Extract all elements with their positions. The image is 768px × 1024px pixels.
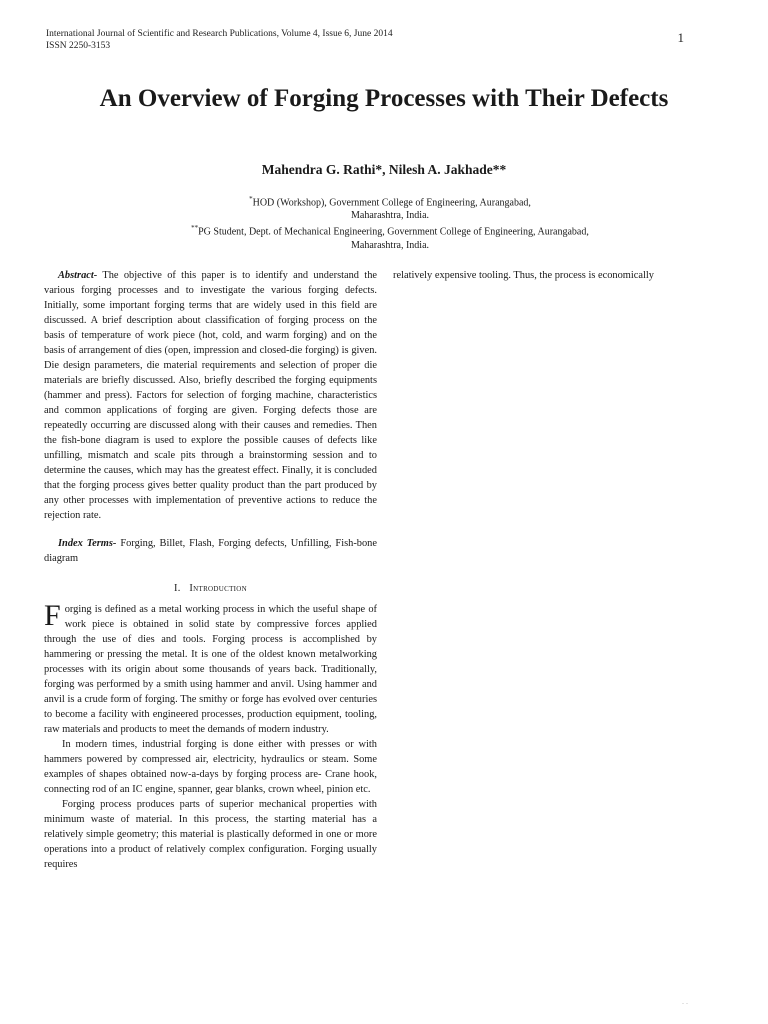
running-header [46, 28, 393, 52]
abstract-label: Abstract- [58, 270, 98, 281]
affiliation-mark: * [249, 195, 253, 203]
issn: ISSN 2250-3153 [46, 41, 111, 51]
left-column [44, 268, 377, 872]
intro-paragraph-1-text: orging is defined as a metal working process in which the useful shape of work piece is obtained in solid state by compressive forces applied through the use of dies and tools. Forging process is accomplished by hammering or pressing the metal. It is one of the oldest known metalworking processes with its origin about some thousands of years back. Traditionally, forging was performed by a smith using hammer and anvil. Using hammer and anvil is a crude form of forging. The smithy or forge has evolved over centuries to become a facility with engineered processes, production equipment, tooling, raw materials and products to meet the demands of modern industry. [44, 604, 377, 735]
affiliation-location: Maharashtra, India. [350, 239, 430, 251]
affiliation-text: HOD (Workshop), Government College of Engineering, Aurangabad, [252, 197, 531, 209]
journal-name: International Journal of Scientific and Research Publications, Volume 4, Issue 6, June 2014 [46, 29, 393, 39]
affiliation-2 [140, 222, 640, 251]
affiliation-mark: ** [191, 224, 199, 233]
intro-paragraph-1 [44, 599, 377, 737]
abstract-text: The objective of this paper is to identify and understand the various forging processes and to investigate the various forging defects. Initially, some important forging terms that are widely used in this field are discussed. A brief description about classification of forging process on the basis of temperature of work piece (hot, cold, and warm forging) and on the basis of arrangement of dies (open, impression and closed-die forging) is given. Die design parameters, die material requirements and selection of proper die materials are briefly discussed. Also, briefly described the forging equipments (hammer and press). Factors for selection of forging machine, characteristics and common applications of forging are given. Forging defects those are repeatedly occurring are discussed along with their causes and remedies. Then the fish-bone diagram is used to explore the possible causes of defects like unfilling, mismatch and scale pits through a brainstorming session and to determine the causes, which may has the greatest effect. Finally, it is concluded that the forging process gives better quality product than the part produced by any other processes with implementation of preventive actions to reduce the rejection rate. [44, 270, 377, 521]
index-terms-label: Index Terms- [58, 538, 117, 549]
page-number: 1 [677, 30, 684, 45]
introduction-body [44, 599, 377, 872]
drop-cap: F [44, 599, 61, 632]
right-column-text: relatively expensive tooling. Thus, the process is economically [393, 270, 654, 281]
intro-paragraph-2: In modern times, industrial forging is done either with presses or with hammers powered by compressed air, electricity, hydraulics or steam. Some examples of shapes obtained now-a-days by forging process are- Crane hook, connecting rod of an IC engine, spanner, gear blanks, crown wheel, pinion etc. [44, 739, 377, 795]
paper-title: An Overview of Forging Processes with Their Defects [99, 85, 669, 112]
section-number: I. [174, 583, 181, 594]
affiliations [140, 193, 640, 252]
index-terms [44, 536, 377, 566]
author-list: Mahendra G. Rathi*, Nilesh A. Jakhade** [261, 162, 507, 177]
section-heading-introduction [44, 581, 377, 596]
footer-marks: . . [682, 997, 688, 1006]
affiliation-1 [140, 193, 640, 222]
section-title: Introduction [189, 583, 247, 594]
abstract [44, 268, 377, 523]
right-column [393, 268, 723, 283]
index-terms-text: Forging, Billet, Flash, Forging defects, Unfilling, Fish-bone diagram [44, 538, 377, 564]
intro-paragraph-3: Forging process produces parts of superior mechanical properties with minimum waste of material. In this process, the starting material has a relatively simple geometry; this material is plastically deformed in one or more operations into a product of relatively complex configuration. Forging usually requires [44, 799, 377, 870]
affiliation-text: PG Student, Dept. of Mechanical Engineering, Government College of Engineering, Aurangabad, [198, 226, 589, 238]
affiliation-location: Maharashtra, India. [350, 210, 430, 222]
